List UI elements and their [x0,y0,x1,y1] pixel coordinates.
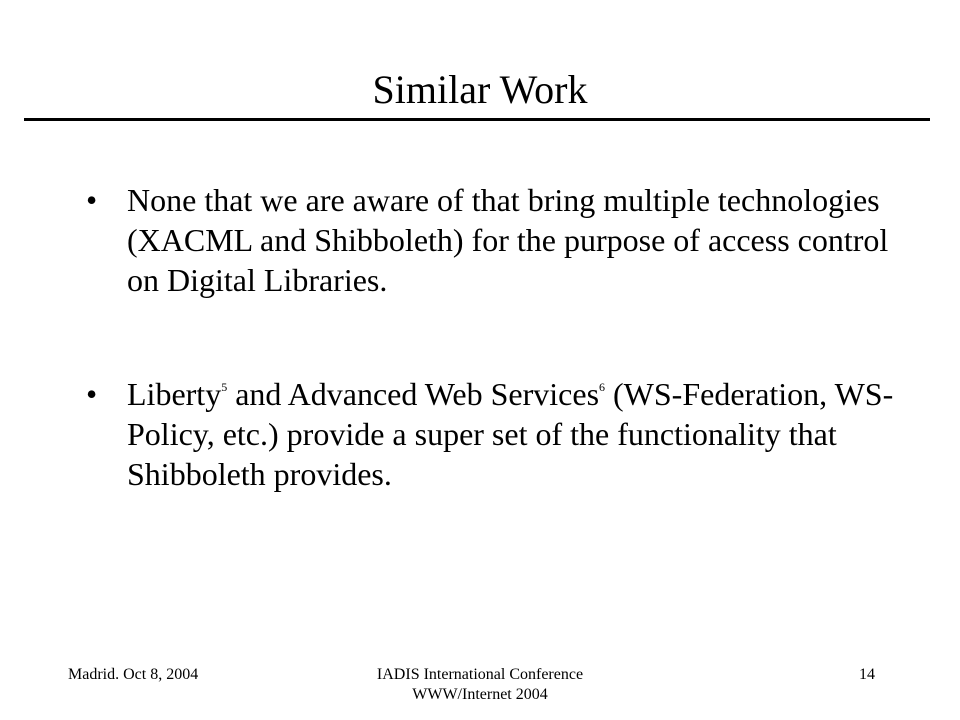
footnote-ref-6: 6 [599,380,606,394]
liberty-text: Liberty [127,376,222,412]
page-number: 14 [859,666,875,683]
bullet-text-liberty [127,374,927,494]
slide-title: Similar Work [372,67,588,112]
footer-conference-line2: WWW/Internet 2004 [412,686,548,703]
bullet-icon: • [86,376,98,412]
footer-conference-line1: IADIS International Conference [376,666,584,683]
web-services-text: and Advanced Web Services [227,376,600,412]
footer-conference [280,665,680,705]
title-underline [24,118,930,121]
footnote-ref-5: 5 [221,380,228,394]
bullet-text-similar-work: None that we are aware of that bring multiple technologies (XACML and Shibboleth) for the purpose of access control on Digital Libraries. [127,182,889,298]
bullet-icon: • [86,182,98,218]
footer-date: Madrid. Oct 8, 2004 [68,666,199,683]
federation-text: (WS-Federation, WS-Policy, etc.) provide a super set of the functionality that Shibboleth provides. [127,376,894,492]
